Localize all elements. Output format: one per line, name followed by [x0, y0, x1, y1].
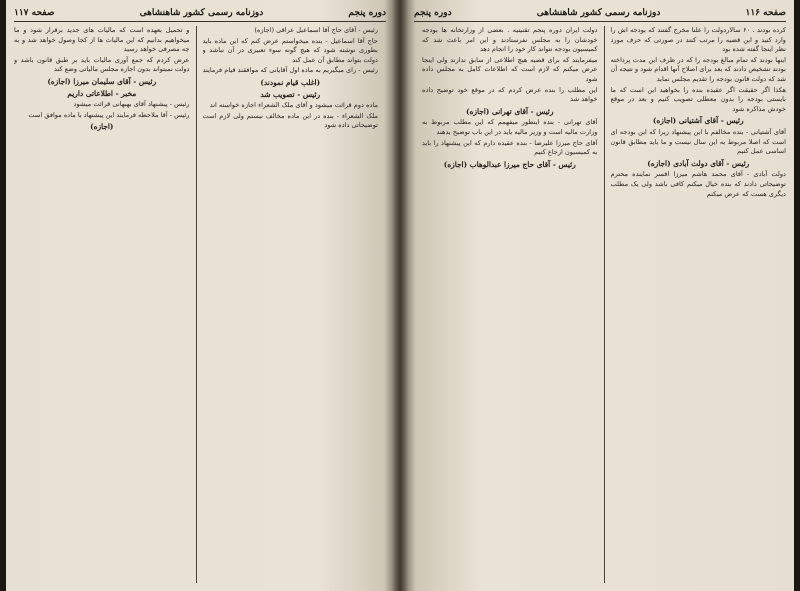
- column-divider: [604, 26, 605, 583]
- right-column-1: [611, 26, 787, 583]
- paragraph: آقای آشتیانی - بنده مخالفم با این پیشنهاد زیرا که این بودجه ای است که اصلا مربوط به این سال نیست و ما باید مطابق قانون اساسی عمل کنیم: [610, 127, 786, 156]
- left-column-1: [203, 26, 379, 583]
- paragraph: هکذا اگر حقیقت اگر عقیده بنده را بخواهید این است که ما بایستی بودجه را بدون معطلی تصویب کنیم و بعد در موقع خودش مذاکره شود: [610, 85, 786, 113]
- left-page-title: دوزنامه رسمی کشور شاهنشاهی: [139, 7, 264, 18]
- left-page-columns: [14, 26, 378, 583]
- column-subheading: رئیس - آقای تهرانی (اجازه): [466, 106, 554, 116]
- paragraph: حاج آقا اسماعیل - بنده میخواستم عرض کنم که این ماده باید بطوری نوشته شود که هیچ گونه سوء تعبیری در آن نباشد و دولت بتواند مطابق آن عمل کند: [202, 36, 378, 64]
- right-page-title: دوزنامه رسمی کشور شاهنشاهی: [536, 7, 661, 18]
- paragraph: ماده دوم قرائت میشود و آقای ملک الشعراء اجازه خواسته اند: [209, 101, 378, 110]
- paragraph: رئیس - آقای سلیمان میرزا (اجازه): [47, 76, 157, 86]
- paragraph: رئیس - رای میگیریم به ماده اول آقایانی که موافقند قیام فرمایند: [202, 66, 378, 75]
- right-page-header: [414, 6, 786, 22]
- paragraph: (اجازه): [90, 122, 114, 132]
- paragraph: کرده بودند . ۶۰ سالاردولت را علنا مخرج گفتند که بودجه اش را وارد کنید و این قضیه را مرتب کنند در صورتی که حرف مورد نظر اینجا گفته شده بود: [610, 26, 786, 54]
- left-column-2: [14, 26, 190, 583]
- right-page: [400, 0, 800, 591]
- paragraph: دولت ایران دوره پنجم تقنینیه . بعضی از وزارتخانه ها بودجه خودشان را به مجلس نفرستادند و این امر باعث شد که کمیسیون بودجه نتواند کار خود را انجام دهد: [422, 26, 598, 54]
- left-page-header: [14, 6, 386, 22]
- paragraph: رئیس - آقای حاج میرزا عبدالوهاب (اجازه): [443, 159, 576, 169]
- right-page-columns: [422, 26, 786, 583]
- right-column-2: [422, 26, 598, 583]
- paragraph: رئیس - پیشنهاد آقای بهبهانی قرائت میشود: [73, 100, 190, 109]
- paragraph: این مطلب را بنده عرض کردم که در موقع خود توضیح داده خواهد شد: [422, 85, 598, 104]
- paragraph: رئیس - آقا ملاحظه فرمایند این پیشنهاد با ماده موافق است: [28, 110, 190, 119]
- paragraph: آقای حاج میرزا علیرضا - بنده عقیده دارم که این پیشنهاد را باید به کمیسیون ارجاع کنیم: [422, 138, 598, 157]
- paragraph: رئیس - آقای دولت آبادی (اجازه): [647, 158, 750, 168]
- right-issue-label: دوره پنجم: [414, 7, 452, 18]
- right-page-number: صفحه ۱۱۶: [745, 7, 786, 18]
- column-subheading: رئیس - آقای آشتیانی (اجازه): [652, 116, 744, 126]
- paragraph: میفرمایند که برای قضیه هیچ اطلاعی از سابق ندارند ولی اینجا عرض میکنم که لازم است که اطلاعات کامل به مجلس داده شود: [422, 55, 598, 83]
- column-subheading: مخبر - اطلاعاتی داریم: [67, 88, 137, 98]
- paragraph: رئیس - آقای حاج آقا اسماعیل عراقی (اجازه): [254, 26, 378, 34]
- paragraph: آقای تهرانی - بنده اینطور میفهمم که این مطلب مربوط به وزارت مالیه است و وزیر مالیه باید در این باب توضیح بدهند: [422, 118, 598, 136]
- page-edge-shadow: [794, 0, 800, 591]
- paragraph: اینها بودند که تمام مبالغ بودجه را که در ظرف این مدت پرداخته بودند تشخیص دادند که بعد برای اصلاح آنها اقدام شود و نتیجه آن شد که دولت قانون بودجه را تقدیم مجلس نماید: [610, 55, 786, 83]
- paragraph: دولت آبادی - آقای محمد هاشم میرزا افسر نماینده محترم توضیحاتی دادند که بنده خیال میکنم کافی باشد ولی یک مطلب دیگری هست که عرض میکنم: [610, 170, 786, 198]
- paragraph: عرض کردم که جمع آوری مالیات باید بر طبق قانون باشد و دولت نمیتواند بدون اجازه مجلس مالیاتی وضع کند: [14, 55, 190, 74]
- column-subheading: رئیس - تصویب شد: [260, 89, 321, 99]
- left-issue-label: دوره پنجم: [348, 7, 386, 18]
- paragraph: و تحمیل بعهده است که مالیات های جدید برقرار شود و ما میخواهیم بدانیم که این مالیات ها از کجا وصول خواهد شد و به چه مصرفی خواهد رسید: [14, 26, 190, 54]
- left-page-number: صفحه ۱۱۷: [14, 7, 55, 18]
- column-divider: [196, 26, 197, 583]
- paragraph: ملک الشعراء - بنده در این ماده مخالف نیستم ولی لازم است توضیحاتی داده شود: [202, 111, 378, 130]
- paragraph: (اغلب قیام نمودند): [260, 77, 321, 87]
- page-edge-shadow: [0, 0, 6, 591]
